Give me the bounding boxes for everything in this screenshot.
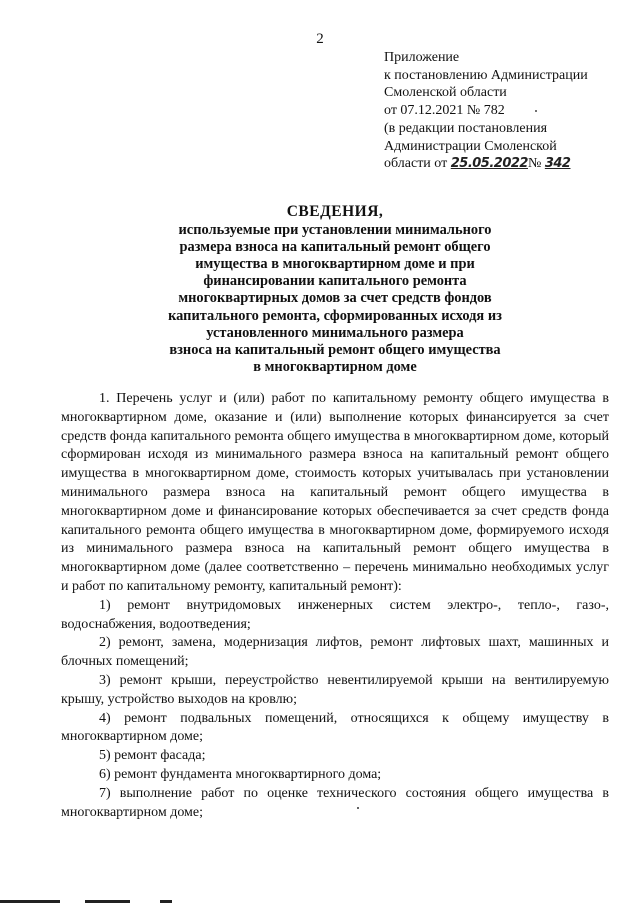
number-sign: №	[527, 156, 542, 172]
title-line: взноса на капитальный ремонт общего имущества	[169, 341, 501, 358]
appendix-line: Приложение	[384, 50, 460, 65]
list-item: 7) выполнение работ по оценке технического состояния общего имущества в многоквартирном доме;	[61, 785, 609, 820]
list-item: 1) ремонт внутридомовых инженерных систем электро-, тепло-, газо-, водоснабжения, водоотведения;	[61, 597, 609, 632]
appendix-line: Смоленской области	[384, 85, 507, 101]
title-line: финансировании капитального ремонта	[203, 273, 467, 290]
list-item: 2) ремонт, замена, модернизация лифтов, ремонт лифтовых шахт, машинных и блочных помещений;	[61, 635, 609, 670]
title-line: используемые при установлении минимального	[178, 222, 492, 239]
title-main: СВЕДЕНИЯ,	[286, 203, 384, 220]
scan-speck	[357, 807, 359, 809]
appendix-line: (в редакции постановления	[384, 120, 548, 136]
list-item: 6) ремонт фундамента многоквартирного дома;	[99, 766, 382, 782]
appendix-prefix: области от	[384, 156, 448, 172]
page-number: 2	[316, 31, 324, 47]
title-line: имущества в многоквартирном доме и при	[195, 256, 475, 273]
appendix-line: Администрации Смоленской	[384, 138, 557, 154]
list-item: 3) ремонт крыши, переустройство невентилируемой крыши на вентилируемую крышу, устройство выходов на кровлю;	[61, 672, 609, 707]
title-line: установленного минимального размера	[206, 324, 464, 341]
handwritten-date: 25.05.2022	[450, 156, 528, 172]
list-item: 5) ремонт фасада;	[99, 748, 206, 764]
title-line: в многоквартирном доме	[253, 358, 417, 375]
document-title	[130, 203, 540, 376]
appendix-line-handwritten	[384, 155, 629, 173]
title-subtitle	[130, 222, 540, 376]
handwritten-number: 342	[544, 156, 571, 172]
document-body	[61, 390, 609, 822]
title-line: многоквартирных домов за счет средств фондов	[178, 290, 492, 307]
appendix-line: к постановлению Администрации	[384, 67, 588, 83]
intro-paragraph: 1. Перечень услуг и (или) работ по капитальному ремонту общего имущества в многоквартирном доме, оказание и (или) выполнение которых финансируется за счет средств фонда капитального ремонта общего имущества в многоквартирном доме, который сформирован исходя из минимального размера взноса на капитальный ремонт общего имущества в многоквартирном доме, стоимость которых учитывалась при установлении минимального размера взноса на капитальный ремонт общего имущества в многоквартирном доме и финансирование которых обеспечивается за счет средств фонда капитального ремонта общего имущества в многоквартирном доме, формируемого исходя из минимального размера взноса на капитальный ремонт общего имущества в многоквартирном доме (далее соответственно – перечень минимально необходимых услуг и работ по капитальному ремонту, капитальный ремонт):	[61, 391, 609, 594]
resolution-date: от 07.12.2021 № 782	[384, 103, 505, 119]
appendix-header	[384, 49, 629, 173]
title-line: размера взноса на капитальный ремонт общего	[179, 239, 491, 256]
title-line: капитального ремонта, сформированных исходя из	[168, 307, 502, 324]
speck-dot	[535, 110, 537, 112]
list-item: 4) ремонт подвальных помещений, относящихся к общему имуществу в многоквартирном доме;	[61, 710, 609, 745]
appendix-line	[384, 102, 629, 120]
scan-edge	[0, 897, 640, 905]
